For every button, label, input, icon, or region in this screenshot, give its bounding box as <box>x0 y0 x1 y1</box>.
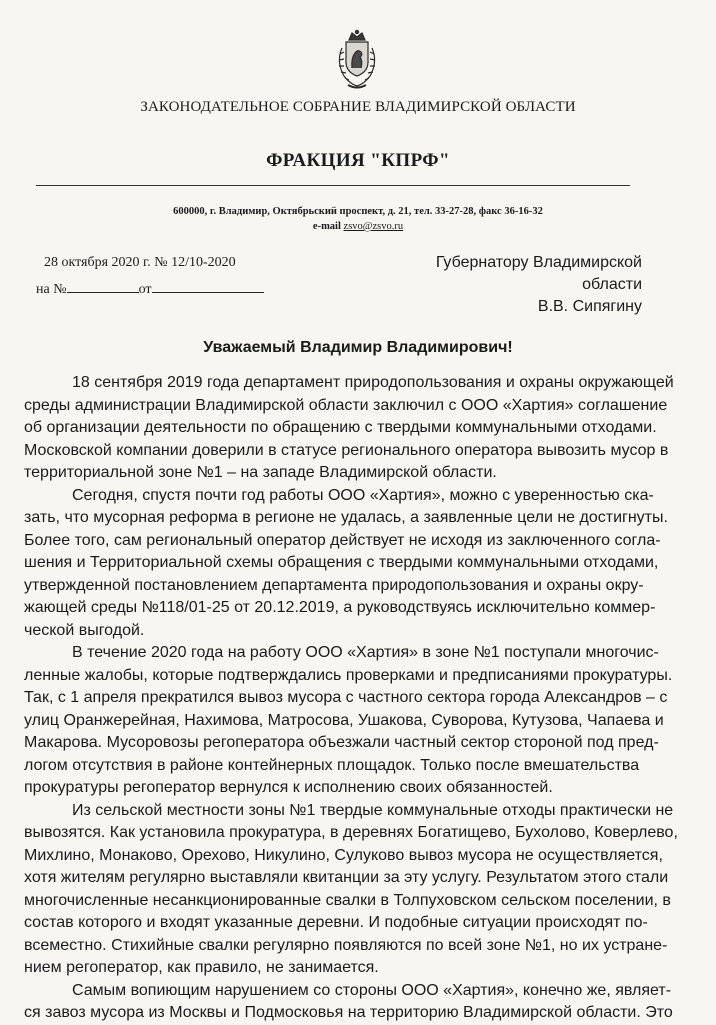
body-line: Московской компании доверили в статусе регионального оператора вывозить мусор в <box>24 441 669 459</box>
body-line: зать, что мусорная реформа в регионе не удалась, а заявленные цели не достигнуты. <box>24 509 668 526</box>
faction-title: ФРАКЦИЯ "КПРФ" <box>266 150 450 171</box>
body-line: территориальной зоне №1 – на западе Владимирской области. <box>24 464 497 481</box>
body-line: утвержденной постановлением департамента природопользования и охраны окру- <box>24 576 644 594</box>
body-line: вывозятся. Как установила прокуратура, в деревнях Богатищево, Бухолово, Коверлево, <box>24 824 678 841</box>
body-line: Сегодня, спустя почти год работы ООО «Хартия», можно с уверенностью ска- <box>72 486 654 504</box>
body-line: об организации деятельности по обращению с твердыми коммунальными отходами. <box>24 419 657 436</box>
body-line: ческой выгодой. <box>24 621 145 639</box>
body-line: ленные жалобы, которые подтверждались проверками и предписаниями прокуратуры. <box>24 666 673 684</box>
addressee-name: В.В. Сипягину <box>537 298 642 315</box>
greeting: Уважаемый Владимир Владимирович! <box>203 339 513 356</box>
reply-date-label: от <box>138 282 152 297</box>
email-line <box>0 221 716 232</box>
body-line: Более того, сам региональный оператор действует не исходя из заключенного согла- <box>24 531 661 549</box>
registration-date-number: 28 октября 2020 г. № 12/10-2020 <box>44 255 236 270</box>
body-line: состав которого и входят указанные деревни. И подобные ситуации происходят по- <box>24 914 648 931</box>
body-line: В течение 2020 года на работу ООО «Хартия» в зоне №1 поступали многочис- <box>72 644 659 661</box>
reply-reference-line <box>36 280 264 298</box>
body-line: Макарова. Мусоровозы регоператора объезжали частный сектор стороной под пред- <box>24 734 659 751</box>
body-line: ся завоз мусора из Москвы и Подмосковья на территорию Владимирской области. Это <box>24 1004 673 1021</box>
reply-number-blank <box>67 280 139 293</box>
reply-date-blank <box>152 280 264 293</box>
header-divider <box>36 185 630 186</box>
body-line: улиц Оранжерейная, Нахимова, Матросова, Ушакова, Суворова, Кутузова, Чапаева и <box>24 711 664 729</box>
body-line: многочисленные несанкционированные свалки в Толпуховском сельском поселении, в <box>24 891 671 909</box>
coat-of-arms-icon <box>328 28 386 92</box>
body-line: Самым вопиющим нарушением со стороны ООО «Хартия», конечно же, являет- <box>72 981 672 999</box>
body-line: прокуратуры регоператор вернулся к исполнению своих обязанностей. <box>24 779 553 796</box>
body-line: среды администрации Владимирской области заключил с ООО «Хартия» соглашение <box>24 396 668 414</box>
body-line: Так, с 1 апреля прекратился вывоз мусора с частного сектора города Александров – с <box>24 689 668 706</box>
body-line: нием регоператор, как правило, не занимается. <box>24 959 379 976</box>
body-line: жающей среды №118/01-25 от 20.12.2019, а руководствуясь исключительно коммер- <box>24 599 656 616</box>
body-line: Михлино, Монаково, Орехово, Никулино, Сулуково вывоз мусора не осуществляется, <box>24 846 663 864</box>
letter-body <box>24 372 714 1025</box>
body-line: Из сельской местности зоны №1 твердые коммунальные отходы практически не <box>72 801 674 819</box>
address-line: 600000, г. Владимир, Октябрьский проспект, д. 21, тел. 33-27-28, факс 36-16-32 <box>173 206 543 217</box>
body-line: шения и Территориальной схемы обращения с твердыми коммунальными отходами, <box>24 554 659 571</box>
body-line: всеместно. Стихийные свалки регулярно появляются по всей зоне №1, но их устране- <box>24 936 668 954</box>
email-label: e-mail <box>312 221 341 232</box>
addressee-position: Губернатору Владимирской области <box>435 254 642 293</box>
body-line: логом отсутствия в районе контейнерных площадок. Только после вмешательства <box>24 756 640 774</box>
reply-number-label: на № <box>36 282 67 297</box>
email-link[interactable]: zsvo@zsvo.ru <box>343 221 404 232</box>
body-line: хотя жителям регулярно выставляли квитанции за эту услугу. Результатом этого стали <box>24 869 669 886</box>
body-line: 18 сентября 2019 года департамент природопользования и охраны окружающей <box>72 374 674 391</box>
organization-name: ЗАКОНОДАТЕЛЬНОЕ СОБРАНИЕ ВЛАДИМИРСКОЙ ОБЛАСТИ <box>140 99 576 115</box>
addressee-block <box>372 252 642 318</box>
